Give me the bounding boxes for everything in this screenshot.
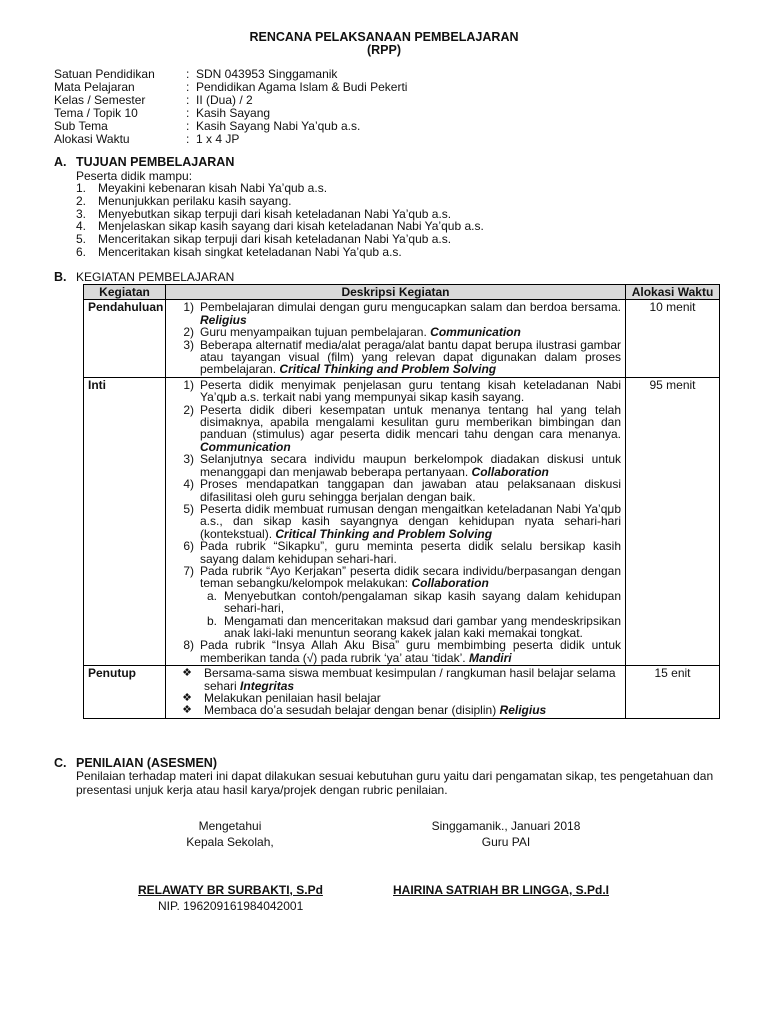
- list-item: 2) Peserta didik diberi kesempatan untuk menanya tentang hal yang telah disimaknya, apabila mengalami kesulitan guru memberikan bimbingan dan panduan (stimulus) agar peserta didik mencari tahu dengan cara menanya. Communication: [183, 402, 621, 454]
- list-item: 3) Selanjutnya secara individu maupun berkelompok diadakan diskusi untuk menanggapi dan menjawab beberapa pertanyaan. Collaboration: [183, 452, 621, 479]
- headmaster-name: RELAWATY BR SURBAKTI, S.Pd: [138, 883, 323, 897]
- phase-label: Pendahuluan: [84, 300, 166, 377]
- table-row-penutup: [84, 666, 720, 719]
- section-c-heading: C. PENILAIAN (ASESMEN): [54, 756, 217, 770]
- section-a-intro: Peserta didik mampu:: [76, 169, 193, 183]
- list-item: 2) Guru menyampaikan tujuan pembelajaran. Communication: [183, 325, 521, 340]
- list-item: ❖ Melakukan penilaian hasil belajar: [170, 692, 621, 704]
- identity-block: [54, 68, 407, 146]
- identity-row: Mata Pelajaran : Pendidikan Agama Islam & Budi Pekerti: [54, 80, 408, 94]
- list-item: 2. Menunjukkan perilaku kasih sayang.: [76, 193, 292, 208]
- list-item: 1) Pembelajaran dimulai dengan guru mengucapkan salam dan berdoa bersama. Religius: [183, 300, 621, 327]
- list-item: 8) Pada rubrik “Insya Allah Aku Bisa” guru membimbing peserta didik untuk memberikan tanda (√) pada rubrik ‘ya’ atau ‘tidak’. Mandiri: [183, 638, 621, 665]
- document-subtitle: (RPP): [366, 43, 402, 57]
- sub-list-item: a. Menyebutkan contoh/pengalaman sikap kasih sayang dalam kehidupan sehari-hari,: [206, 588, 621, 616]
- phase-alloc: 10 menit: [626, 300, 720, 377]
- signature-left: [150, 818, 310, 850]
- section-b-heading: B. KEGIATAN PEMBELAJARAN: [54, 270, 235, 284]
- phase-description: [166, 666, 626, 719]
- table-header-row: [84, 285, 720, 300]
- diamond-bullet-icon: ❖: [182, 692, 192, 704]
- list-item: 3) Beberapa alternatif media/alat peraga/alat bantu dapat berupa ilustrasi gambar atau tayangan visual (film) yang relevan dapat digunakan dalam proses pembelajaran. Critical Thinking and Problem Solving: [183, 337, 621, 377]
- document-title: RENCANA PELAKSANAAN PEMBELAJARAN: [249, 30, 519, 44]
- list-item: 5) Peserta didik membuat rumusan dengan mengaitkan keteladanan Nabi Ya’qμb a.s., dan sikap kasih sayangnya dengan kehidupan nyata sehari-hari (kontekstual). Critical Thinking and Problem Solving: [183, 501, 621, 541]
- goals-list: [76, 182, 484, 259]
- phase-alloc: 95 menit: [626, 377, 720, 665]
- header-alokasi: Alokasi Waktu: [626, 285, 720, 300]
- list-item: 5. Menceritakan sikap terpuji dari kisah keteladanan Nabi Ya’qub a.s.: [76, 232, 452, 247]
- diamond-bullet-icon: ❖: [182, 667, 192, 680]
- identity-row: Alokasi Waktu : 1 x 4 JP: [54, 132, 240, 146]
- list-item: 7) Pada rubrik “Ayo Kerjakan” peserta didik secara individu/berpasangan dengan teman sebangku/kelompok melakukan: Collaboration a. Menyebutkan contoh/pengalaman sikap kasih sayang dalam kehidupan sehari-hari, b. Mengamati dan menceritakan maksud dari gambar yang mendeskripsikan anak laki-laki menuntun seorang kakek jalan kaki memakai tongkat.: [183, 563, 621, 640]
- identity-row: Tema / Topik 10 : Kasih Sayang: [54, 106, 271, 120]
- list-item: 4. Menjelaskan sikap kasih sayang dari kisah keteladanan Nabi Ya’qub a.s.: [76, 219, 484, 234]
- header-kegiatan: Kegiatan: [84, 285, 166, 300]
- list-item: 3. Menyebutkan sikap terpuji dari kisah keteladanan Nabi Ya’qub a.s.: [76, 206, 452, 221]
- signature-right: [400, 818, 612, 850]
- list-item: 6) Pada rubrik “Sikapku”, guru meminta peserta didik selalu bersikap kasih sayang dalam kehidupan sehari-hari.: [183, 539, 621, 566]
- headmaster-nip: NIP. 196209161984042001: [158, 899, 304, 913]
- phase-description: [166, 377, 626, 665]
- signature-right-line1: Singgamanik., Januari 2018: [431, 819, 581, 833]
- assessment-text: Penilaian terhadap materi ini dapat dilakukan sesuai kebutuhan guru yaitu dari pengamatan sikap, tes pengetahuan dan presentasi unjuk kerja atau hasil karya/projek dengan rubric penilaian.: [76, 769, 714, 797]
- sub-list-item: b. Mengamati dan menceritakan maksud dari gambar yang mendeskripsikan anak laki-laki menuntun seorang kakek jalan kaki memakai tongkat.: [206, 613, 621, 640]
- signature-left-line2: Kepala Sekolah,: [186, 835, 274, 849]
- phase-label: Penutup: [84, 666, 166, 719]
- list-item: 1. Meyakini kebenaran kisah Nabi Ya’qub a.s.: [76, 181, 328, 195]
- identity-row: Satuan Pendidikan : SDN 043953 Singgamanik: [54, 67, 338, 81]
- phase-alloc: 15 enit: [626, 666, 720, 719]
- list-item: ❖ Membaca do’a sesudah belajar dengan benar (disiplin) Religius: [170, 704, 621, 716]
- signature-left-line1: Mengetahui: [198, 819, 262, 833]
- phase-label: Inti: [84, 377, 166, 665]
- activities-table: [83, 284, 720, 719]
- list-item: 1) Peserta didik menyimak penjelasan guru tentang kisah keteladanan Nabi Ya’qμb a.s. terkait nabi yang mempunyai sikap kasih sayang.: [183, 377, 621, 405]
- phase-description: [166, 300, 626, 377]
- list-item: 4) Proses mendapatkan tanggapan dan jawaban atau pelaksanaan diskusi difasilitasi oleh guru sehingga berjalan dengan baik.: [183, 477, 621, 504]
- identity-row: Sub Tema : Kasih Sayang Nabi Ya’qub a.s.: [54, 119, 361, 133]
- teacher-name: HAIRINA SATRIAH BR LINGGA, S.Pd.I: [393, 883, 609, 897]
- list-item: 6. Menceritakan kisah singkat keteladanan Nabi Ya’qub a.s.: [76, 244, 402, 259]
- table-row-pendahuluan: [84, 300, 720, 377]
- header-deskripsi: Deskripsi Kegiatan: [166, 285, 626, 300]
- table-row-inti: [84, 377, 720, 665]
- signature-right-line2: Guru PAI: [481, 835, 531, 849]
- identity-row: Kelas / Semester : II (Dua) / 2: [54, 93, 253, 107]
- diamond-bullet-icon: ❖: [182, 704, 192, 717]
- list-item: ❖ Bersama-sama siswa membuat kesimpulan / rangkuman hasil belajar selama sehari Integritas: [170, 667, 621, 692]
- section-a-heading: A. TUJUAN PEMBELAJARAN: [54, 155, 235, 169]
